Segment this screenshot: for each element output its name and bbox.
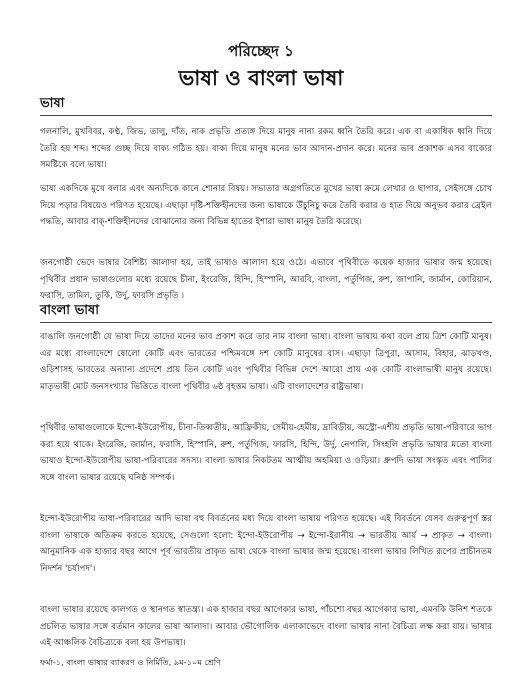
paragraph: ভাষা একদিকে মুখে বলার এবং অন্যদিকে কানে শোনার বিষয়। সভ্যতার অগ্রগতিতে মুখের ভাষা ক্রমে লেখার ও ছাপার, সেইসঙ্গে চোখ দিয়ে পড়ার বিষয়েও পরিণত হয়েছে। এছাড়া দৃষ্টি-শক্তিহীনদের জন্য ভাষাকে উঁচুনিচু করে তৈরি করার ও হাত দিয়ে অনুভব করার ব্রেইল পদ্ধতি, আবার বাক্-শক্তিহীনদের বোঝানোর জন্য বিভিন্ন হাতের ইশারা ভাষা মানুষ তৈরি করেছে। xyxy=(40,184,492,228)
paragraph: ইন্দো-ইউরোপীয় ভাষা-পরিবারের আদি ভাষা বহু বিবর্তনের মধ্য দিয়ে বাংলা ভাষায় পরিণত হয়েছে। এই বিবর্তনে যেসব গুরুত্বপূর্ণ স্তর বাংলা ভাষাকে অতিক্রম করতে হয়েছে, সেগুলো হলো: ইন্দো-ইউরোপীয় → ইন্দো-ইরানীয় → ভারতীয় আর্য → প্রাকৃত → বাংলা। আনুমানিক এক হাজার বছর আগে পূর্ব ভারতীয় প্রাকৃত ভাষা থেকে বাংলা ভাষার জন্ম হয়েছে। বাংলা ভাষার লিখিত রূপের প্রাচীনতম নিদর্শন 'চর্যাপদ'। xyxy=(40,514,492,574)
chapter-label: পরিচ্ছেদ ১ xyxy=(228,42,294,60)
paragraph: বাংলা ভাষার রয়েছে কালগত ও স্থানগত স্বাতন্ত্র্য। এক হাজার বছর আগেকার ভাষা, পাঁচশো বছর আগেকার ভাষা, এমনকি উনিশ শতকে প্রচলিত ভাষার সঙ্গে বর্তমান কালের ভাষা আলাদা। আবার ভৌগোলিক এলাকাভেদে বাংলা ভাষার নানা বৈচিত্র্য লক্ষ করা যায়। ভাষার এই আঞ্চলিক বৈচিত্র্যকে বলা হয় উপভাষা। xyxy=(40,605,492,649)
paragraph: বাঙালি জনগোষ্ঠী যে ভাষা দিয়ে তাদের মনের ভাব প্রকাশ করে তার নাম বাংলা ভাষা। বাংলা ভাষায় কথা বলে প্রায় ত্রিশ কোটি মানুষ। এর মধ্যে বাংলাদেশে ষোলো কোটি এবং ভারতের পশ্চিমবঙ্গে দশ কোটি মানুষের বাস। এছাড়া ত্রিপুরা, আসাম, বিহার, ঝাড়খণ্ড, ওড়িশাসহ ভারতের অন্যান্য প্রদেশে প্রায় তিন কোটি এবং পৃথিবীর বিভিন্ন দেশে আরো প্রায় এক কোটি বাংলাভাষী মানুষ রয়েছে। মাতৃভাষী মোট জনসংখ্যার ভিত্তিতে বাংলা পৃথিবীর ৬ষ্ঠ বৃহত্তম ভাষা। এটি বাংলাদেশের রাষ্ট্রভাষা। xyxy=(40,332,492,392)
page-footer: ফর্মা-১, বাংলা ভাষার ব্যাকরণ ও নির্মিতি, ৯ম-১০ম শ্রেণি xyxy=(40,657,222,667)
section-heading-language: ভাষা xyxy=(40,96,65,111)
section-divider xyxy=(40,322,492,323)
chapter-title: ভাষা ও বাংলা ভাষা xyxy=(178,66,344,90)
section-heading-bangla: বাংলা ভাষা xyxy=(40,303,99,318)
paragraph: পৃথিবীর ভাষাগুলোকে ইন্দো-ইউরোপীয়, চীনা-তিব্বতীয়, আফ্রিকীয়, সেমীয়-হেমীয়, দ্রাবিড়ীয়, অস্ট্রো-এশীয় প্রভৃতি ভাষা-পরিবারে ভাগ করা হয়ে থাকে। ইংরেজি, জার্মান, ফরাসি, হিস্পানি, রুশ, পর্তুগিজ, ফারসি, হিন্দি, উর্দু, নেপালি, সিংহলি প্রভৃতি ভাষার মতো বাংলা ভাষাও ইন্দো-ইউরোপীয় ভাষা-পরিবারের সদস্য। বাংলা ভাষার নিকটতম আত্মীয় অহমিয়া ও ওড়িয়া। ধ্রুপদি ভাষা সংস্কৃত এবং পালির সঙ্গে বাংলা ভাষার রয়েছে ঘনিষ্ঠ সম্পর্ক। xyxy=(40,423,492,483)
section-divider xyxy=(40,115,492,116)
paragraph: গলনালি, মুখবিবর, কণ্ঠ, জিভ, তালু, দাঁত, নাক প্রভৃতি প্রত্যঙ্গ দিয়ে মানুষ নানা রকম ধ্বনি তৈরি করে। এক বা একাধিক ধ্বনি দিয়ে তৈরি হয় শব্দ। শব্দের গুচ্ছ দিয়ে বাক্য গঠিত হয়। বাক্য দিয়ে মানুষ মনের ভাব আদান-প্রদান করে। মনের ভাব প্রকাশক এসব বাক্যের সমষ্টিকে বলে ভাষা। xyxy=(40,127,492,171)
paragraph: জনগোষ্ঠী ভেদে ভাষার বৈশিষ্ট্য আলাদা হয়, তাই ভাষাও আলাদা হয়ে ওঠে। এভাবে পৃথিবীতে কয়েক হাজার ভাষার জন্ম হয়েছে। পৃথিবীর প্রধান ভাষাগুলোর মধ্যে রয়েছে চীনা, ইংরেজি, হিন্দি, হিস্পানি, আরবি, বাংলা, পর্তুগিজ, রুশ, জাপানি, জার্মান, কোরিয়ান, ফরাসি, তামিল, তুর্কি, উর্দু, ফারসি প্রভৃতি । xyxy=(40,258,492,302)
